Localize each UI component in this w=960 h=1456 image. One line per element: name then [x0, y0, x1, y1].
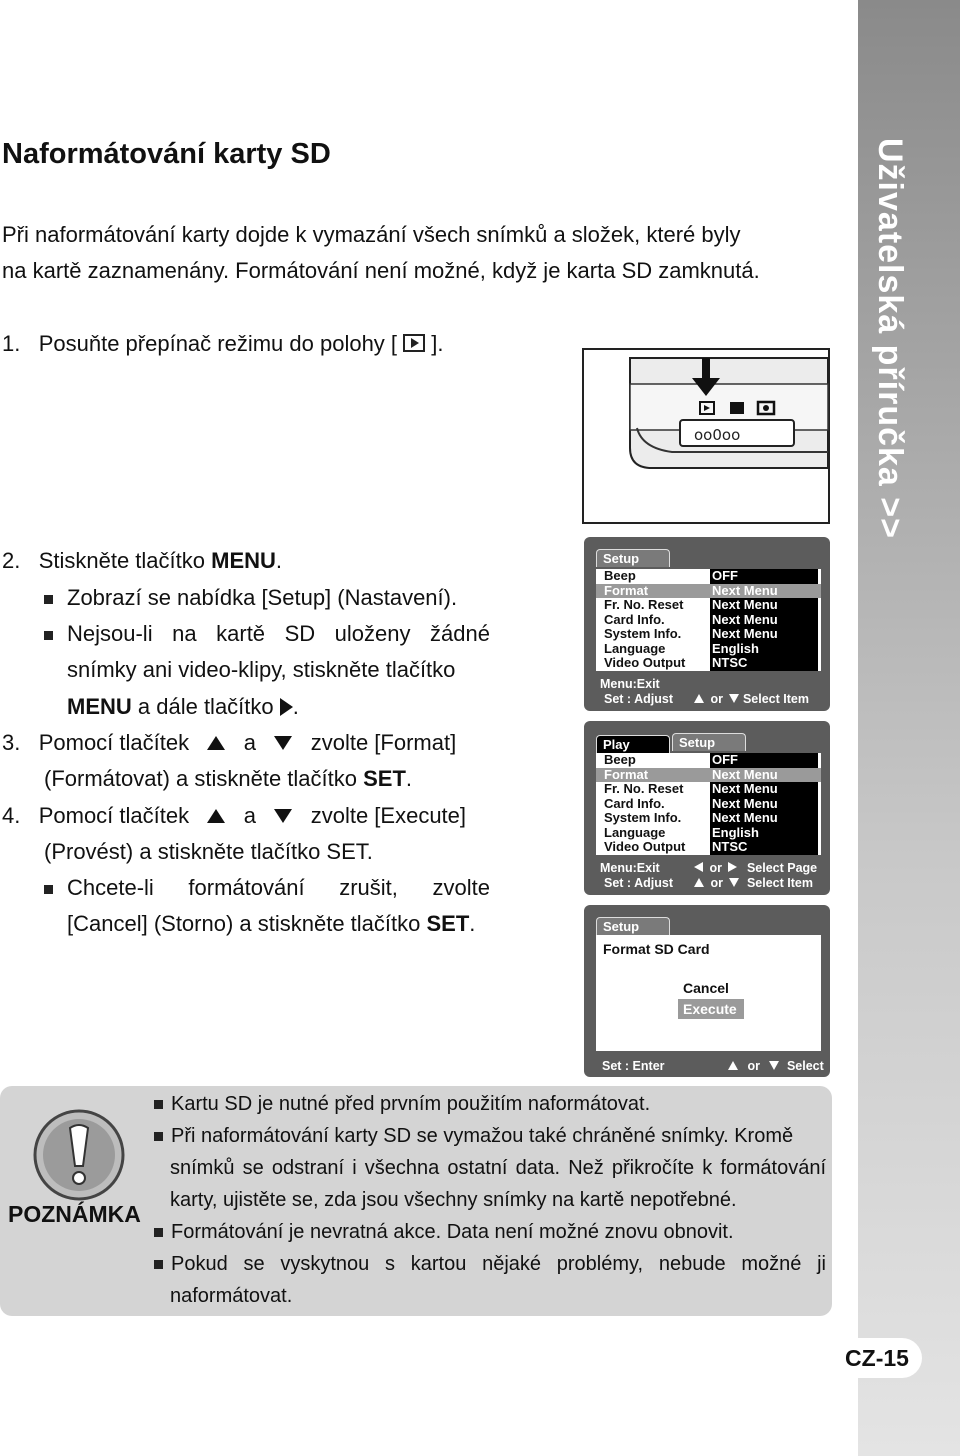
- warning-icon: [32, 1108, 126, 1207]
- footer-adjust: Set : Adjust: [604, 692, 673, 706]
- menu-row[interactable]: System Info. Next Menu: [596, 811, 821, 826]
- svg-text:oo0oo: oo0oo: [694, 426, 741, 444]
- bullet-icon: [44, 595, 53, 604]
- footer-item-nav: or Select Item: [694, 876, 813, 890]
- step-4-line-2: (Provést) a stiskněte tlačítko SET.: [44, 839, 373, 864]
- right-arrow-icon: [280, 698, 293, 716]
- setup-menu-screen-2: [584, 721, 830, 895]
- footer-exit: Menu:Exit: [600, 677, 660, 691]
- note-item-2: Při naformátování karty SD se vymažou také chráněné snímky. Kromě: [154, 1120, 793, 1152]
- bullet-icon: [44, 631, 53, 640]
- menu-row[interactable]: Fr. No. Reset Next Menu: [596, 598, 821, 613]
- sidebar-title: Uživatelská příručka >>: [871, 138, 909, 540]
- step-3-line-2: (Formátovat) a stiskněte tlačítko SET.: [44, 766, 413, 791]
- menu-row[interactable]: Beep OFF: [596, 753, 821, 768]
- step-2-bullet-2: Nejsou-li na kartě SD uloženy žádné: [44, 616, 490, 652]
- note-item-4-line-2: naformátovat.: [170, 1285, 293, 1307]
- step-3: 3. Pomocí tlačítek a zvolte [Format]: [2, 730, 457, 755]
- down-arrow-icon: [729, 878, 739, 887]
- menu-row-selected[interactable]: Format Next Menu: [596, 768, 821, 783]
- menu-row[interactable]: Language English: [596, 826, 821, 841]
- bullet-icon: [154, 1132, 163, 1141]
- left-arrow-icon: [694, 862, 703, 872]
- footer-adjust: Set : Adjust: [604, 876, 673, 890]
- note-label: POZNÁMKA: [8, 1201, 141, 1227]
- menu-row[interactable]: Card Info. Next Menu: [596, 613, 821, 628]
- menu-row[interactable]: Beep OFF: [596, 569, 821, 584]
- menu-row[interactable]: System Info. Next Menu: [596, 627, 821, 642]
- note-item-3: Formátování je nevratná akce. Data není možné znovu obnovit.: [154, 1216, 734, 1248]
- menu-row[interactable]: Language English: [596, 642, 821, 657]
- menu-row[interactable]: Card Info. Next Menu: [596, 797, 821, 812]
- playback-mode-icon: [403, 327, 425, 363]
- step-2-bullet-1: Zobrazí se nabídka [Setup] (Nastavení).: [44, 580, 457, 616]
- step-1: 1. Posuňte přepínač režimu do polohy [ ].: [2, 326, 444, 363]
- bullet-icon: [44, 885, 53, 894]
- step-4: 4. Pomocí tlačítek a zvolte [Execute]: [2, 803, 467, 828]
- step-2-bullet-2-line-3: MENU a dále tlačítko .: [67, 694, 299, 719]
- menu-list: [596, 569, 821, 671]
- dialog-title: Format SD Card: [603, 941, 710, 957]
- step-2: 2. Stiskněte tlačítko MENU.: [2, 548, 283, 573]
- execute-option[interactable]: Execute: [678, 999, 744, 1019]
- page-number: CZ-15: [832, 1338, 922, 1378]
- note-item-4: Pokud se vyskytnou s kartou nějaké problémy, nebude možné ji: [154, 1248, 826, 1280]
- footer-enter: Set : Enter: [602, 1059, 665, 1073]
- up-arrow-icon: [728, 1061, 738, 1070]
- down-arrow-icon: [274, 809, 292, 823]
- footer-select-nav: or Select: [728, 1059, 824, 1073]
- intro-line-1: Při naformátování karty dojde k vymazání všech snímků a složek, které byly: [2, 222, 741, 247]
- footer-nav: or Select Item: [694, 692, 809, 706]
- page-title: Naformátování karty SD: [2, 138, 331, 170]
- note-item-1: Kartu SD je nutné před prvním použitím naformátovat.: [154, 1088, 650, 1120]
- intro-line-2: na kartě zaznamenány. Formátování není možné, když je karta SD zamknutá.: [2, 258, 760, 283]
- down-arrow-icon: [274, 736, 292, 750]
- step-4-bullet-1: Chcete-li formátování zrušit, zvolte: [44, 870, 490, 906]
- tab-setup[interactable]: Setup: [596, 917, 670, 935]
- tab-setup[interactable]: Setup: [596, 549, 670, 567]
- format-dialog: [596, 935, 821, 1051]
- note-item-2-line-2: snímků se odstraní i všechna ostatní data. Než přikročíte k formátování: [170, 1157, 826, 1179]
- setup-menu-screen-1: [584, 537, 830, 711]
- note-item-2-line-3: karty, ujistěte se, zda jsou všechny snímky na kartě nepotřebné.: [170, 1189, 737, 1211]
- up-arrow-icon: [694, 878, 704, 887]
- bullet-icon: [154, 1260, 163, 1269]
- down-arrow-icon: [729, 694, 739, 703]
- menu-row[interactable]: Fr. No. Reset Next Menu: [596, 782, 821, 797]
- menu-row[interactable]: Video Output NTSC: [596, 840, 821, 855]
- up-arrow-icon: [207, 736, 225, 750]
- tab-setup[interactable]: Setup: [672, 733, 746, 751]
- menu-row[interactable]: Video Output NTSC: [596, 656, 821, 671]
- down-arrow-icon: [769, 1061, 779, 1070]
- up-arrow-icon: [207, 809, 225, 823]
- format-sd-card-screen: [584, 905, 830, 1077]
- right-arrow-icon: [728, 862, 737, 872]
- cancel-option[interactable]: Cancel: [683, 980, 729, 996]
- bullet-icon: [154, 1100, 163, 1109]
- tab-play[interactable]: Play: [596, 735, 670, 753]
- camera-mode-switch-illustration: [582, 348, 830, 524]
- menu-list: [596, 753, 821, 855]
- footer-page-nav: or Select Page: [694, 861, 817, 875]
- step-4-bullet-1-line-2: [Cancel] (Storno) a stiskněte tlačítko SET.: [67, 911, 476, 936]
- menu-row-selected[interactable]: Format Next Menu: [596, 584, 821, 599]
- up-arrow-icon: [694, 694, 704, 703]
- footer-exit: Menu:Exit: [600, 861, 660, 875]
- bullet-icon: [154, 1228, 163, 1237]
- step-2-bullet-2-line-2: snímky ani video-klipy, stiskněte tlačítko: [67, 657, 456, 682]
